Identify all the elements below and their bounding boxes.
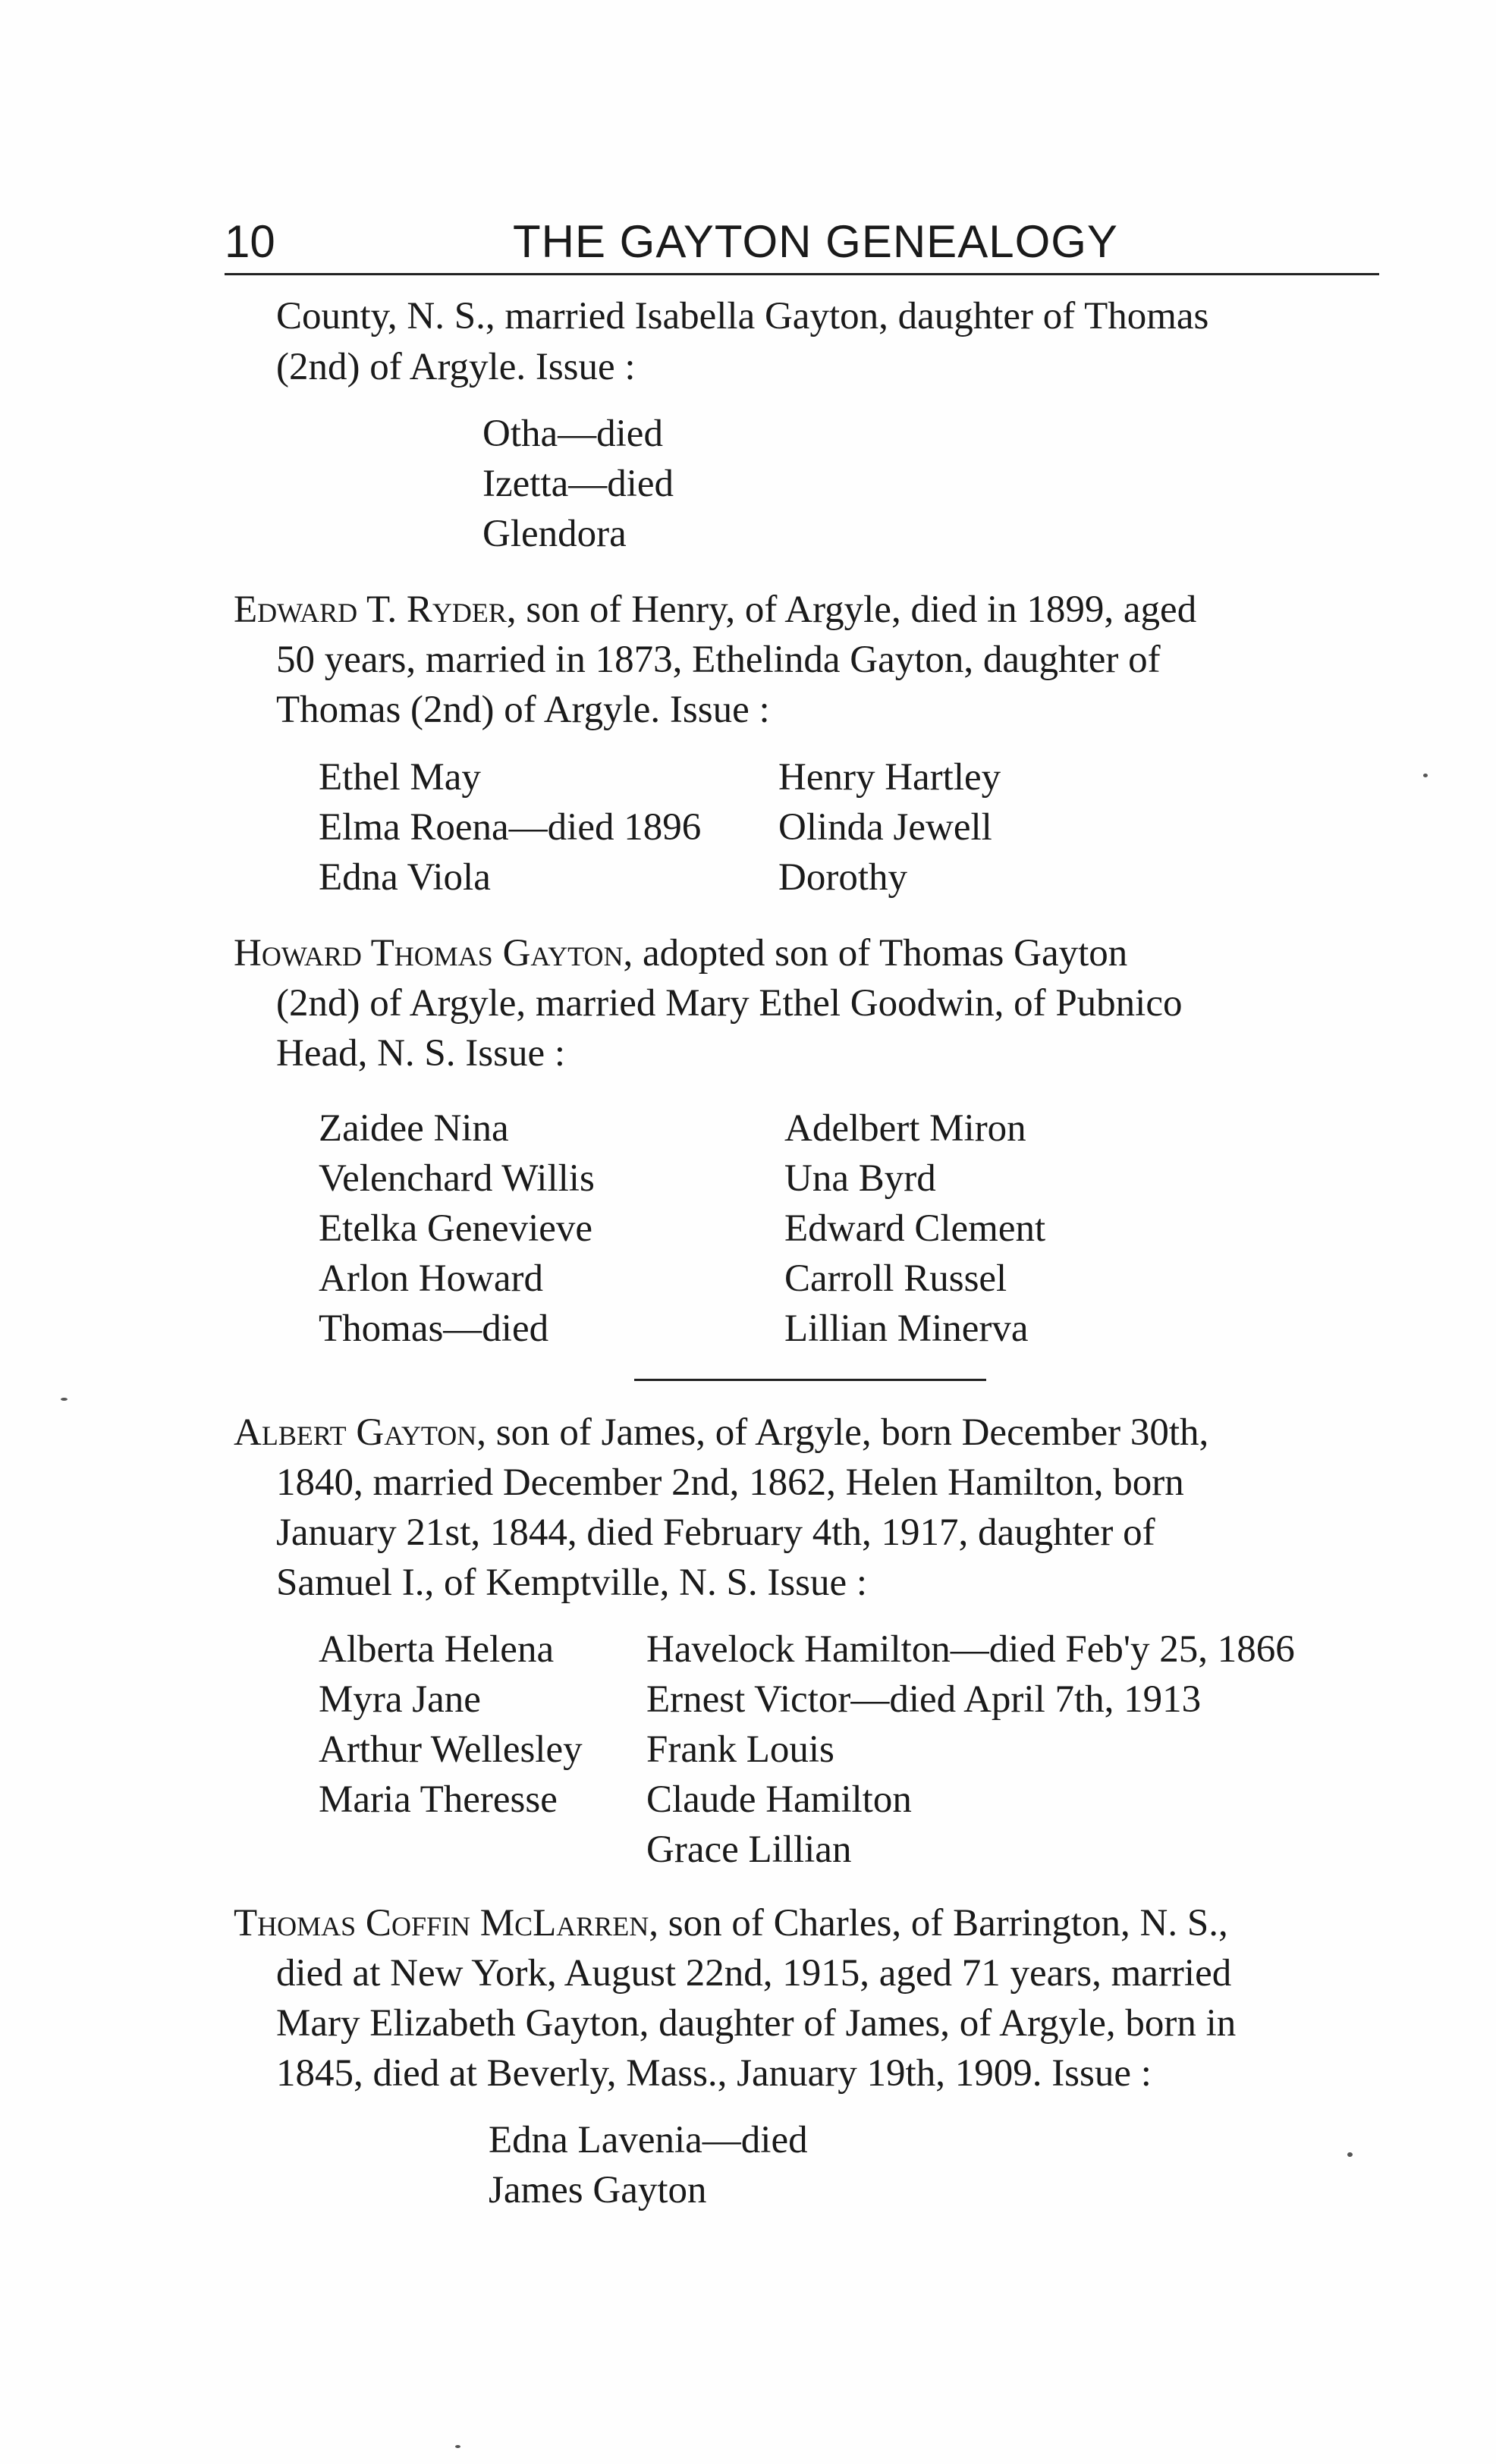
paragraph-line: Thomas (2nd) of Argyle. Issue :	[276, 689, 770, 731]
child-name: Frank Louis	[646, 1728, 834, 1771]
child-name: Maria Theresse	[319, 1778, 558, 1821]
child-name: Havelock Hamilton—died Feb'y 25, 1866	[646, 1628, 1295, 1671]
child-name: Zaidee Nina	[319, 1107, 509, 1150]
scan-speck	[61, 1398, 68, 1401]
page-number: 10	[225, 216, 275, 267]
child-name: Lillian Minerva	[784, 1307, 1029, 1350]
child-name: Alberta Helena	[319, 1628, 555, 1671]
child-name: Carroll Russel	[784, 1257, 1007, 1300]
child-name: Henry Hartley	[778, 756, 1001, 799]
scan-speck	[1347, 2152, 1353, 2157]
child-name: Arthur Wellesley	[319, 1728, 583, 1771]
paragraph-line: Howard Thomas Gayton, adopted son of Thomas Gayton	[234, 932, 1128, 975]
child-name: Thomas—died	[319, 1307, 549, 1350]
paragraph-line: 1840, married December 2nd, 1862, Helen Hamilton, born	[276, 1461, 1184, 1504]
child-name: Una Byrd	[784, 1157, 936, 1200]
scan-speck	[455, 2445, 460, 2448]
child-name: Dorothy	[778, 856, 907, 899]
child-name: Etelka Genevieve	[319, 1207, 593, 1250]
paragraph-line: January 21st, 1844, died February 4th, 1917, daughter of	[276, 1511, 1155, 1554]
child-name: Adelbert Miron	[784, 1107, 1026, 1150]
person-name: Thomas Coffin McLarren,	[234, 1902, 658, 1945]
paragraph-line: Albert Gayton, son of James, of Argyle, born December 30th,	[234, 1411, 1209, 1454]
paragraph-line: Mary Elizabeth Gayton, daughter of James, of Argyle, born in	[276, 2002, 1237, 2045]
person-name: Albert Gayton,	[234, 1411, 487, 1454]
paragraph-line: Edward T. Ryder, son of Henry, of Argyle, died in 1899, aged	[234, 589, 1197, 631]
paragraph-line: Thomas Coffin McLarren, son of Charles, of Barrington, N. S.,	[234, 1902, 1228, 1945]
person-name: Howard Thomas Gayton,	[234, 932, 633, 975]
child-name: James Gayton	[489, 2169, 707, 2211]
child-name: Otha—died	[482, 413, 663, 455]
child-name: Edna Lavenia—died	[489, 2119, 808, 2161]
paragraph-line: County, N. S., married Isabella Gayton, daughter of Thomas	[276, 295, 1209, 337]
child-name: Grace Lillian	[646, 1828, 852, 1871]
paragraph-line: Head, N. S. Issue :	[276, 1032, 566, 1075]
child-name: Elma Roena—died 1896	[319, 806, 702, 849]
section-divider	[634, 1379, 986, 1381]
person-name: Edward T. Ryder,	[234, 589, 517, 631]
child-name: Glendora	[482, 513, 627, 555]
child-name: Velenchard Willis	[319, 1157, 595, 1200]
child-name: Edward Clement	[784, 1207, 1046, 1250]
paragraph-line: (2nd) of Argyle. Issue :	[276, 346, 636, 388]
scan-speck	[1423, 774, 1428, 777]
child-name: Olinda Jewell	[778, 806, 992, 849]
child-name: Izetta—died	[482, 463, 674, 505]
running-title: THE GAYTON GENEALOGY	[513, 216, 1118, 267]
child-name: Edna Viola	[319, 856, 491, 899]
paragraph-line: (2nd) of Argyle, married Mary Ethel Goodwin, of Pubnico	[276, 982, 1183, 1025]
child-name: Ethel May	[319, 756, 481, 799]
paragraph-line: 50 years, married in 1873, Ethelinda Gayton, daughter of	[276, 639, 1161, 681]
child-name: Claude Hamilton	[646, 1778, 912, 1821]
running-header	[225, 212, 1379, 275]
paragraph-line: died at New York, August 22nd, 1915, aged 71 years, married	[276, 1952, 1232, 1995]
paragraph-line: Samuel I., of Kemptville, N. S. Issue :	[276, 1562, 868, 1604]
child-name: Arlon Howard	[319, 1257, 544, 1300]
child-name: Ernest Victor—died April 7th, 1913	[646, 1678, 1202, 1721]
child-name: Myra Jane	[319, 1678, 481, 1721]
paragraph-line: 1845, died at Beverly, Mass., January 19th, 1909. Issue :	[276, 2052, 1152, 2095]
